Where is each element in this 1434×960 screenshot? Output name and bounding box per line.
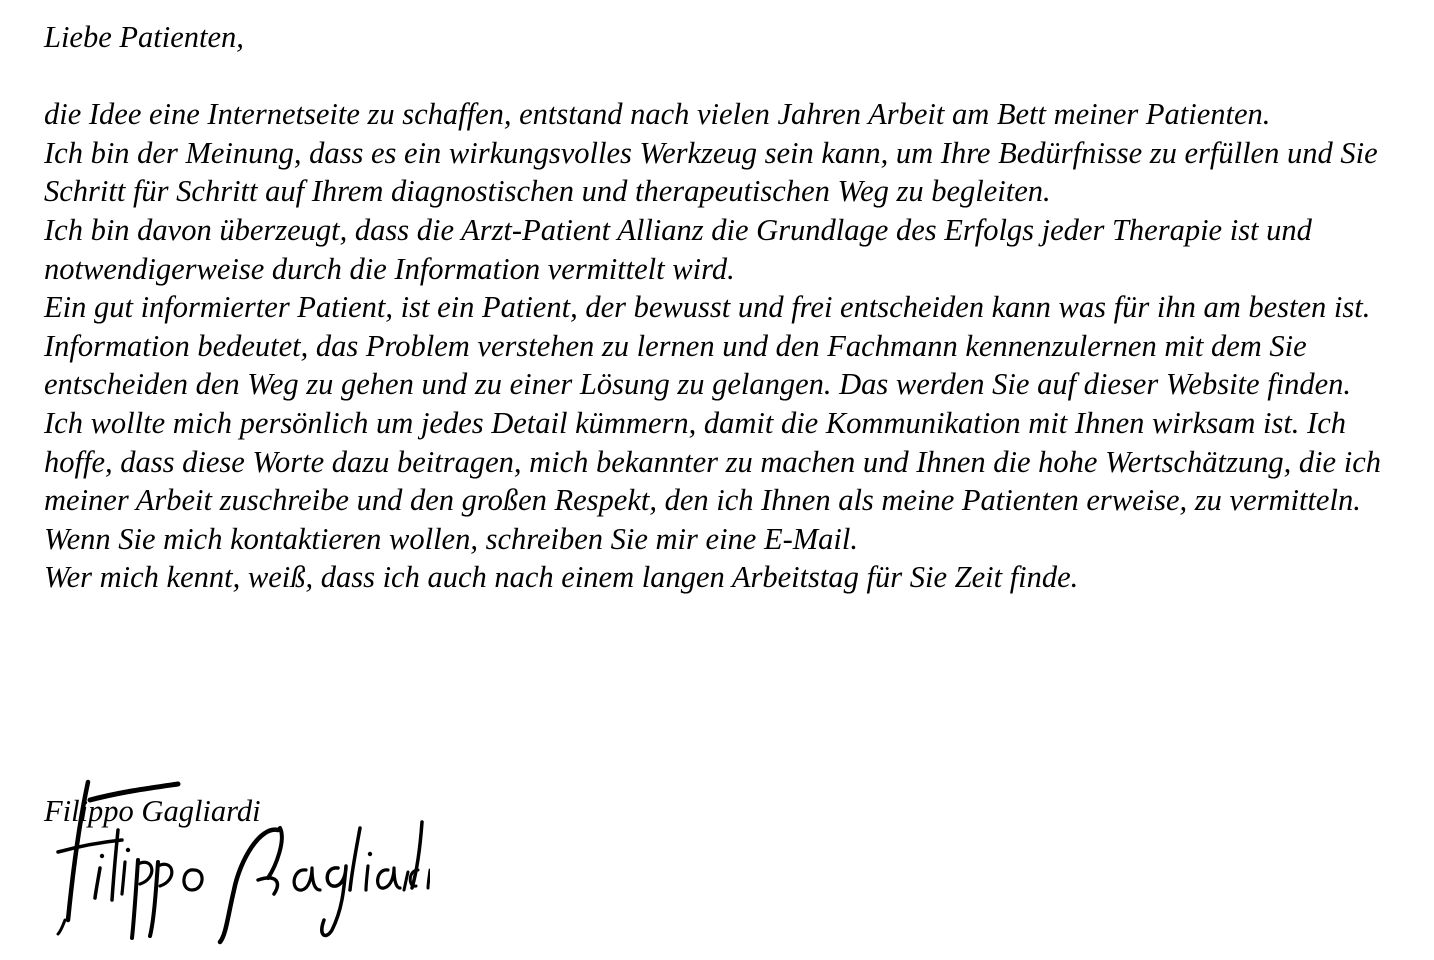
paragraph-2: Ich bin der Meinung, dass es ein wirkungsvolles Werkzeug sein kann, um Ihre Bedürfnisse zu erfüllen und Sie Schritt für Schritt auf Ihrem diagnostischen und therapeutischen Weg zu begleiten. — [44, 135, 1378, 209]
paragraph-5: Information bedeutet, das Problem verstehen zu lernen und den Fachmann kennenzulernen mit dem Sie entscheiden den Weg zu gehen und zu einer Lösung zu gelangen. Das werden Sie auf dieser Website finden. — [44, 328, 1352, 402]
paragraph-3: Ich bin davon überzeugt, dass die Arzt-Patient Allianz die Grundlage des Erfolgs jeder Therapie ist und notwendigerweise durch die Information vermittelt wird. — [44, 212, 1312, 286]
paragraph-7: Wenn Sie mich kontaktieren wollen, schreiben Sie mir eine E-Mail. — [44, 521, 858, 556]
paragraph-4: Ein gut informierter Patient, ist ein Patient, der bewusst und frei entscheiden kann was für ihn am besten ist. — [44, 290, 1371, 325]
paragraph-1: die Idee eine Internetseite zu schaffen, entstand nach vielen Jahren Arbeit am Bett meiner Patienten. — [44, 97, 1271, 132]
paragraph-8: Wer mich kennt, weiß, dass ich auch nach einem langen Arbeitstag für Sie Zeit finde. — [44, 560, 1079, 595]
signoff-name: Filippo Gagliardi — [44, 794, 261, 828]
paragraph-6: Ich wollte mich persönlich um jedes Detail kümmern, damit die Kommunikation mit Ihnen wirksam ist. Ich hoffe, dass diese Worte dazu beitragen, mich bekannter zu machen und Ihnen die hohe Wertschätzung, die ich meiner Arbeit zuschreibe und den großen Respekt, den ich Ihnen als meine Patienten erweise, zu vermitteln. — [44, 405, 1381, 518]
handwritten-signature-icon — [30, 770, 430, 955]
greeting: Liebe Patienten, — [44, 20, 244, 54]
letter-body — [44, 18, 1414, 597]
